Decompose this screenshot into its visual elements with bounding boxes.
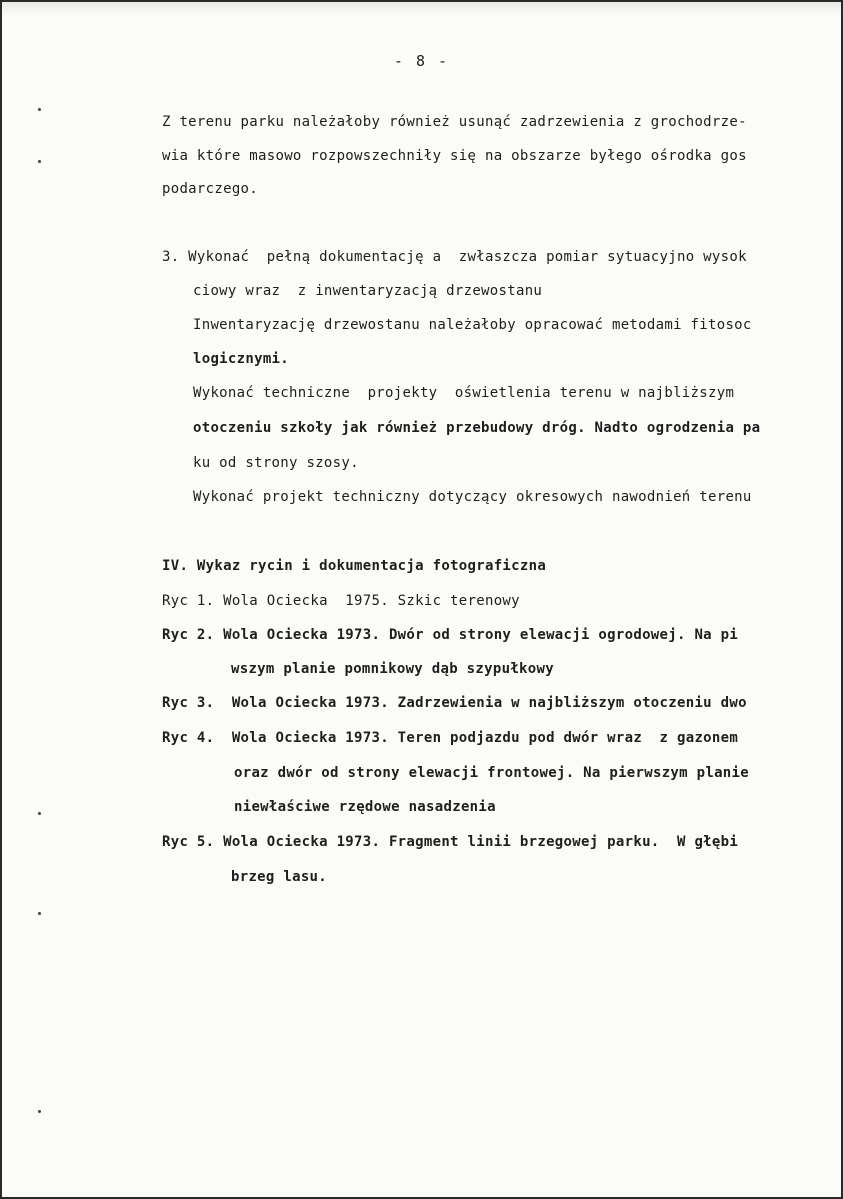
figure-list-item: Ryc 4. Wola Ociecka 1973. Teren podjazdu pod dwór wraz z gazonem <box>162 730 739 746</box>
scan-edge <box>2 2 841 16</box>
figure-list-continuation: niewłaściwe rzędowe nasadzenia <box>234 799 496 815</box>
text-line: Inwentaryzację drzewostanu należałoby opracować metodami fitosoc <box>193 317 752 333</box>
text-line: Wykonać projekt techniczny dotyczący okresowych nawodnień terenu <box>193 489 752 505</box>
figure-list-item: Ryc 2. Wola Ociecka 1973. Dwór od strony elewacji ogrodowej. Na pi <box>162 627 739 643</box>
margin-speck <box>38 160 41 163</box>
text-line: podarczego. <box>162 181 259 197</box>
figure-list-continuation: oraz dwór od strony elewacji frontowej. Na pierwszym planie <box>234 765 749 781</box>
margin-speck <box>38 108 41 111</box>
text-line: Wykonać techniczne projekty oświetlenia terenu w najbliższym <box>193 385 735 401</box>
figure-list-item: Ryc 1. Wola Ociecka 1975. Szkic terenowy <box>162 593 520 609</box>
section-heading: IV. Wykaz rycin i dokumentacja fotograficzna <box>162 558 547 574</box>
page-number: - 8 - <box>393 52 450 70</box>
text-line: wia które masowo rozpowszechniły się na obszarze byłego ośrodka gos <box>162 148 747 164</box>
figure-list-continuation: wszym planie pomnikowy dąb szypułkowy <box>231 661 554 677</box>
margin-speck <box>38 1110 41 1113</box>
text-line: 3. Wykonać pełną dokumentację a zwłaszcza pomiar sytuacyjno wysok <box>162 249 747 265</box>
margin-speck <box>38 812 41 815</box>
figure-list-continuation: brzeg lasu. <box>231 869 328 885</box>
text-line: Z terenu parku należałoby również usunąć zadrzewienia z grochodrze- <box>162 114 747 130</box>
margin-speck <box>38 912 41 915</box>
text-line: ku od strony szosy. <box>193 455 359 471</box>
text-line: logicznymi. <box>193 351 290 367</box>
text-line: ciowy wraz z inwentaryzacją drzewostanu <box>193 283 543 299</box>
text-line: otoczeniu szkoły jak również przebudowy dróg. Nadto ogrodzenia pa <box>193 420 761 436</box>
figure-list-item: Ryc 5. Wola Ociecka 1973. Fragment linii brzegowej parku. W głębi <box>162 834 739 850</box>
figure-list-item: Ryc 3. Wola Ociecka 1973. Zadrzewienia w najbliższym otoczeniu dwo <box>162 695 747 711</box>
